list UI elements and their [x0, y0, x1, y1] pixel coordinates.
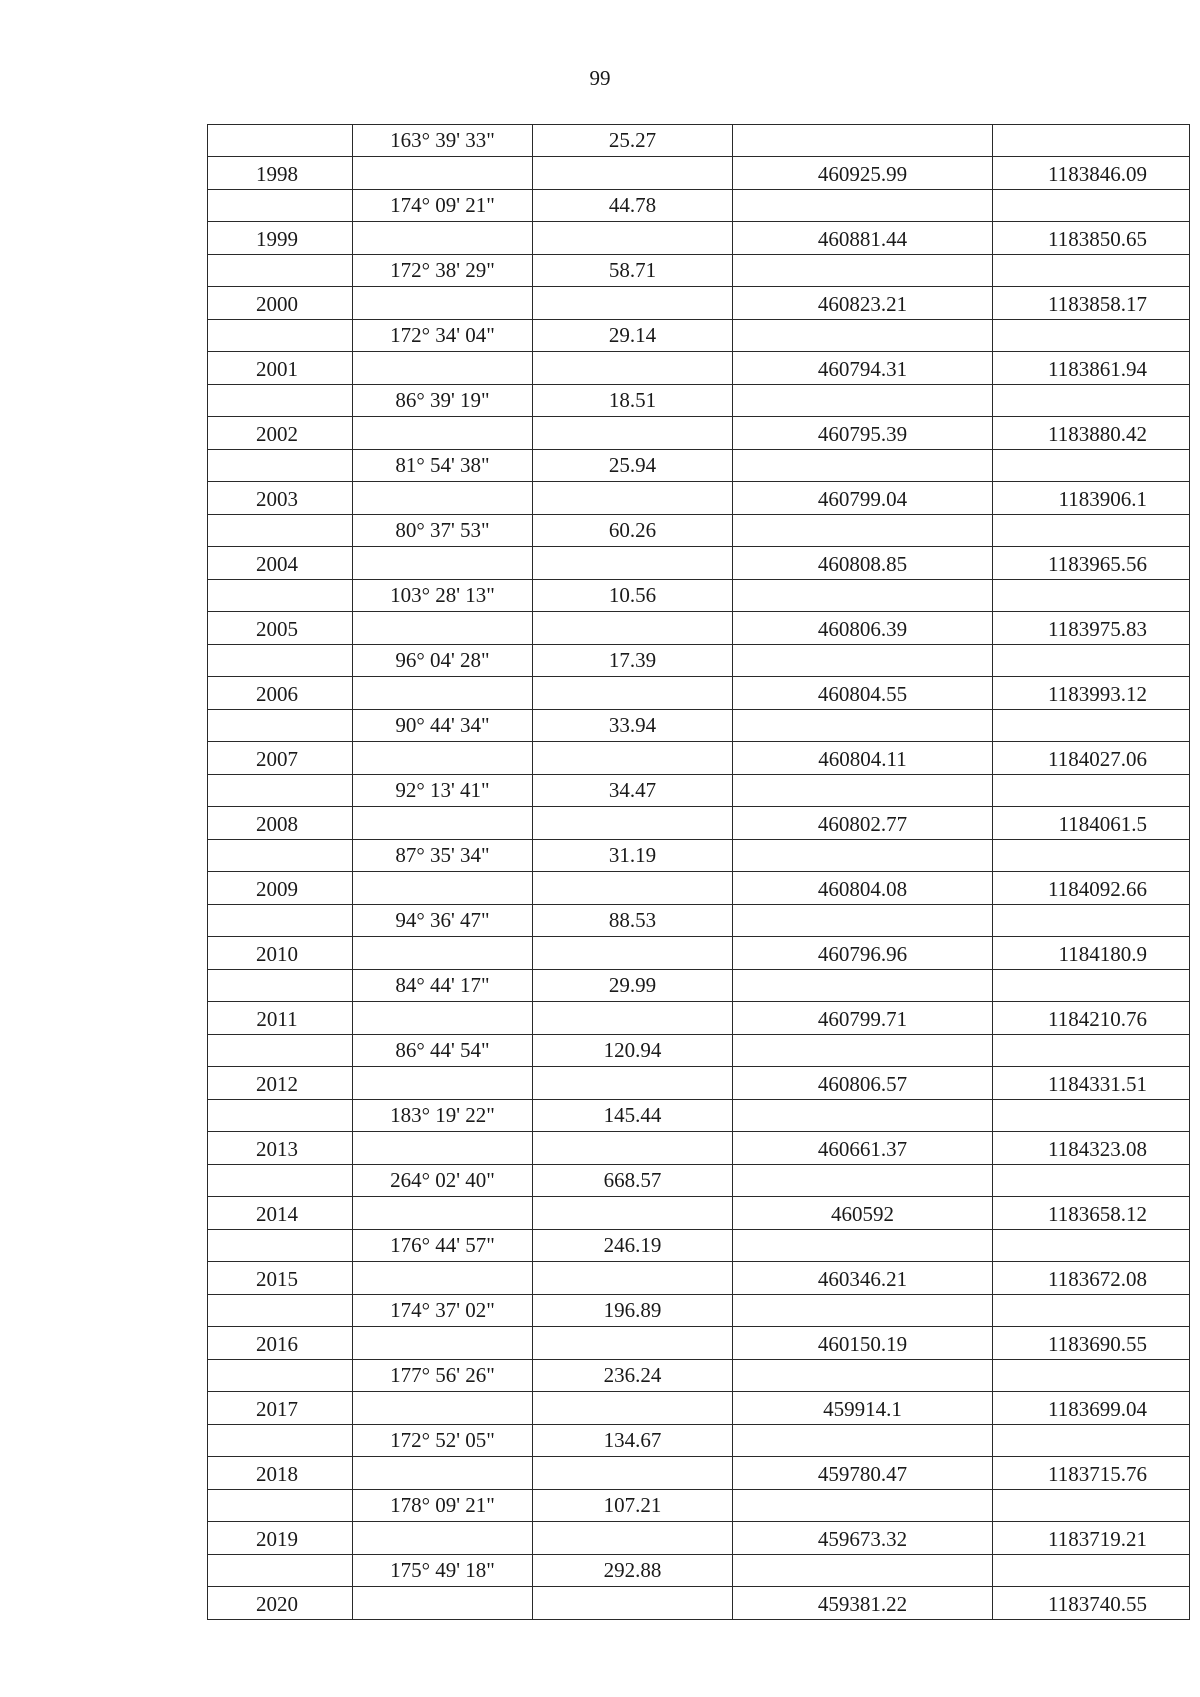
easting-cell: 1183880.42 [993, 417, 1190, 450]
bearing-cell: 177° 56' 26" [353, 1360, 533, 1392]
distance-cell: 58.71 [533, 255, 733, 287]
northing-cell: 459780.47 [733, 1457, 993, 1490]
station-row [208, 677, 1190, 710]
easting-cell [993, 320, 1190, 352]
easting-cell [993, 515, 1190, 547]
station-cell [208, 1490, 353, 1522]
distance-cell: 292.88 [533, 1555, 733, 1587]
station-row [208, 352, 1190, 385]
bearing-cell [353, 482, 533, 515]
distance-cell [533, 1002, 733, 1035]
northing-cell [733, 840, 993, 872]
station-cell [208, 1035, 353, 1067]
traverse-row [208, 1425, 1190, 1457]
traverse-row [208, 775, 1190, 807]
easting-cell: 1183719.21 [993, 1522, 1190, 1555]
bearing-cell: 80° 37' 53" [353, 515, 533, 547]
station-cell: 2003 [208, 482, 353, 515]
easting-cell [993, 970, 1190, 1002]
northing-cell [733, 385, 993, 417]
bearing-cell [353, 1002, 533, 1035]
traverse-row [208, 515, 1190, 547]
bearing-cell: 92° 13' 41" [353, 775, 533, 807]
traverse-row [208, 905, 1190, 937]
easting-cell: 1184061.5 [993, 807, 1190, 840]
northing-cell: 460661.37 [733, 1132, 993, 1165]
bearing-cell: 183° 19' 22" [353, 1100, 533, 1132]
station-cell [208, 1295, 353, 1327]
northing-cell [733, 1295, 993, 1327]
easting-cell: 1183740.55 [993, 1587, 1190, 1620]
station-row [208, 1262, 1190, 1295]
station-cell: 2008 [208, 807, 353, 840]
station-cell [208, 385, 353, 417]
distance-cell: 88.53 [533, 905, 733, 937]
station-row [208, 612, 1190, 645]
northing-cell [733, 125, 993, 157]
station-cell: 2007 [208, 742, 353, 775]
easting-cell [993, 1555, 1190, 1587]
easting-cell [993, 1295, 1190, 1327]
northing-cell: 460592 [733, 1197, 993, 1230]
northing-cell [733, 1035, 993, 1067]
bearing-cell: 86° 44' 54" [353, 1035, 533, 1067]
easting-cell [993, 775, 1190, 807]
easting-cell: 1183965.56 [993, 547, 1190, 580]
northing-cell [733, 515, 993, 547]
northing-cell [733, 1490, 993, 1522]
bearing-cell: 174° 37' 02" [353, 1295, 533, 1327]
northing-cell [733, 320, 993, 352]
station-cell: 1998 [208, 157, 353, 190]
distance-cell [533, 1392, 733, 1425]
northing-cell: 460794.31 [733, 352, 993, 385]
station-cell [208, 970, 353, 1002]
station-row [208, 1067, 1190, 1100]
distance-cell [533, 482, 733, 515]
bearing-cell [353, 1587, 533, 1620]
distance-cell: 134.67 [533, 1425, 733, 1457]
northing-cell [733, 775, 993, 807]
distance-cell: 236.24 [533, 1360, 733, 1392]
traverse-row [208, 1360, 1190, 1392]
northing-cell: 460808.85 [733, 547, 993, 580]
traverse-row [208, 1490, 1190, 1522]
distance-cell [533, 547, 733, 580]
station-row [208, 742, 1190, 775]
station-cell [208, 1100, 353, 1132]
bearing-cell: 87° 35' 34" [353, 840, 533, 872]
easting-cell [993, 1490, 1190, 1522]
northing-cell: 460806.57 [733, 1067, 993, 1100]
northing-cell [733, 1165, 993, 1197]
bearing-cell [353, 1262, 533, 1295]
northing-cell [733, 580, 993, 612]
easting-cell: 1183975.83 [993, 612, 1190, 645]
distance-cell [533, 222, 733, 255]
distance-cell: 34.47 [533, 775, 733, 807]
station-row [208, 1587, 1190, 1620]
station-cell [208, 905, 353, 937]
easting-cell: 1184092.66 [993, 872, 1190, 905]
station-cell: 2001 [208, 352, 353, 385]
station-row [208, 1392, 1190, 1425]
easting-cell: 1183993.12 [993, 677, 1190, 710]
distance-cell: 668.57 [533, 1165, 733, 1197]
northing-cell: 460925.99 [733, 157, 993, 190]
page-number: 99 [589, 66, 611, 90]
northing-cell [733, 1230, 993, 1262]
distance-cell [533, 1197, 733, 1230]
station-row [208, 417, 1190, 450]
distance-cell: 246.19 [533, 1230, 733, 1262]
distance-cell [533, 872, 733, 905]
northing-cell: 460795.39 [733, 417, 993, 450]
station-cell [208, 320, 353, 352]
northing-cell [733, 1100, 993, 1132]
station-cell: 2010 [208, 937, 353, 970]
northing-cell: 459914.1 [733, 1392, 993, 1425]
distance-cell [533, 612, 733, 645]
bearing-cell [353, 547, 533, 580]
easting-cell: 1183846.09 [993, 157, 1190, 190]
northing-cell: 460806.39 [733, 612, 993, 645]
traverse-row [208, 1230, 1190, 1262]
traverse-row [208, 320, 1190, 352]
easting-cell: 1183715.76 [993, 1457, 1190, 1490]
easting-cell [993, 645, 1190, 677]
station-cell: 2015 [208, 1262, 353, 1295]
bearing-cell [353, 1067, 533, 1100]
station-row [208, 547, 1190, 580]
distance-cell: 196.89 [533, 1295, 733, 1327]
easting-cell [993, 1165, 1190, 1197]
traverse-row [208, 450, 1190, 482]
bearing-cell: 103° 28' 13" [353, 580, 533, 612]
distance-cell [533, 1522, 733, 1555]
traverse-row [208, 1165, 1190, 1197]
easting-cell [993, 1035, 1190, 1067]
distance-cell: 10.56 [533, 580, 733, 612]
northing-cell: 460802.77 [733, 807, 993, 840]
traverse-row [208, 970, 1190, 1002]
easting-cell: 1184331.51 [993, 1067, 1190, 1100]
station-row [208, 1457, 1190, 1490]
distance-cell: 29.99 [533, 970, 733, 1002]
station-cell: 2017 [208, 1392, 353, 1425]
station-cell: 2020 [208, 1587, 353, 1620]
northing-cell: 460796.96 [733, 937, 993, 970]
easting-cell [993, 450, 1190, 482]
traverse-row [208, 1295, 1190, 1327]
traverse-row [208, 580, 1190, 612]
station-row [208, 287, 1190, 320]
bearing-cell [353, 352, 533, 385]
station-row [208, 1522, 1190, 1555]
distance-cell [533, 742, 733, 775]
bearing-cell [353, 937, 533, 970]
station-cell [208, 840, 353, 872]
northing-cell [733, 1555, 993, 1587]
bearing-cell [353, 742, 533, 775]
distance-cell: 17.39 [533, 645, 733, 677]
bearing-cell: 175° 49' 18" [353, 1555, 533, 1587]
bearing-cell [353, 1327, 533, 1360]
northing-cell [733, 1360, 993, 1392]
bearing-cell [353, 222, 533, 255]
bearing-cell: 172° 38' 29" [353, 255, 533, 287]
station-cell [208, 125, 353, 157]
easting-cell: 1183690.55 [993, 1327, 1190, 1360]
station-cell [208, 1555, 353, 1587]
distance-cell: 44.78 [533, 190, 733, 222]
bearing-cell: 84° 44' 17" [353, 970, 533, 1002]
traverse-row [208, 645, 1190, 677]
easting-cell: 1184027.06 [993, 742, 1190, 775]
northing-cell [733, 970, 993, 1002]
easting-cell [993, 125, 1190, 157]
distance-cell [533, 1587, 733, 1620]
station-row [208, 1002, 1190, 1035]
station-cell: 2005 [208, 612, 353, 645]
bearing-cell [353, 1457, 533, 1490]
bearing-cell: 172° 52' 05" [353, 1425, 533, 1457]
traverse-row [208, 840, 1190, 872]
distance-cell [533, 937, 733, 970]
coordinate-table-body [208, 125, 1190, 1620]
distance-cell [533, 1327, 733, 1360]
bearing-cell: 90° 44' 34" [353, 710, 533, 742]
station-row [208, 1197, 1190, 1230]
distance-cell [533, 157, 733, 190]
station-row [208, 222, 1190, 255]
easting-cell: 1184210.76 [993, 1002, 1190, 1035]
station-cell: 2016 [208, 1327, 353, 1360]
distance-cell: 25.94 [533, 450, 733, 482]
station-cell: 1999 [208, 222, 353, 255]
easting-cell [993, 255, 1190, 287]
northing-cell: 460799.04 [733, 482, 993, 515]
northing-cell: 460346.21 [733, 1262, 993, 1295]
bearing-cell: 163° 39' 33" [353, 125, 533, 157]
station-cell: 2013 [208, 1132, 353, 1165]
bearing-cell: 178° 09' 21" [353, 1490, 533, 1522]
easting-cell: 1183906.1 [993, 482, 1190, 515]
easting-cell [993, 580, 1190, 612]
traverse-row [208, 710, 1190, 742]
station-cell [208, 1360, 353, 1392]
distance-cell: 145.44 [533, 1100, 733, 1132]
bearing-cell: 81° 54' 38" [353, 450, 533, 482]
bearing-cell [353, 287, 533, 320]
station-row [208, 157, 1190, 190]
distance-cell [533, 1067, 733, 1100]
easting-cell: 1183861.94 [993, 352, 1190, 385]
bearing-cell [353, 612, 533, 645]
station-row [208, 807, 1190, 840]
northing-cell: 460804.08 [733, 872, 993, 905]
station-cell: 2009 [208, 872, 353, 905]
northing-cell [733, 905, 993, 937]
bearing-cell [353, 1132, 533, 1165]
easting-cell: 1183699.04 [993, 1392, 1190, 1425]
easting-cell [993, 1230, 1190, 1262]
station-cell [208, 775, 353, 807]
traverse-row [208, 125, 1190, 157]
bearing-cell: 86° 39' 19" [353, 385, 533, 417]
traverse-row [208, 190, 1190, 222]
bearing-cell: 96° 04' 28" [353, 645, 533, 677]
easting-cell [993, 840, 1190, 872]
station-cell: 2000 [208, 287, 353, 320]
northing-cell: 459673.32 [733, 1522, 993, 1555]
station-cell: 2004 [208, 547, 353, 580]
station-row [208, 482, 1190, 515]
station-cell: 2019 [208, 1522, 353, 1555]
easting-cell: 1183850.65 [993, 222, 1190, 255]
station-row [208, 872, 1190, 905]
easting-cell [993, 190, 1190, 222]
northing-cell [733, 710, 993, 742]
easting-cell [993, 1100, 1190, 1132]
station-cell [208, 255, 353, 287]
northing-cell: 460804.55 [733, 677, 993, 710]
easting-cell [993, 1425, 1190, 1457]
station-cell [208, 1425, 353, 1457]
station-row [208, 937, 1190, 970]
bearing-cell [353, 1522, 533, 1555]
bearing-cell [353, 677, 533, 710]
northing-cell: 459381.22 [733, 1587, 993, 1620]
traverse-row [208, 255, 1190, 287]
distance-cell: 25.27 [533, 125, 733, 157]
station-cell [208, 190, 353, 222]
easting-cell [993, 710, 1190, 742]
northing-cell: 460823.21 [733, 287, 993, 320]
easting-cell: 1183858.17 [993, 287, 1190, 320]
bearing-cell [353, 1392, 533, 1425]
distance-cell [533, 677, 733, 710]
coordinate-table [207, 124, 1190, 1620]
distance-cell [533, 807, 733, 840]
easting-cell: 1184323.08 [993, 1132, 1190, 1165]
easting-cell [993, 1360, 1190, 1392]
distance-cell: 18.51 [533, 385, 733, 417]
distance-cell [533, 287, 733, 320]
station-cell [208, 1165, 353, 1197]
bearing-cell: 174° 09' 21" [353, 190, 533, 222]
easting-cell [993, 905, 1190, 937]
bearing-cell: 176° 44' 57" [353, 1230, 533, 1262]
station-cell: 2018 [208, 1457, 353, 1490]
distance-cell: 60.26 [533, 515, 733, 547]
bearing-cell [353, 807, 533, 840]
station-row [208, 1132, 1190, 1165]
traverse-row [208, 1100, 1190, 1132]
easting-cell: 1183658.12 [993, 1197, 1190, 1230]
northing-cell: 460804.11 [733, 742, 993, 775]
bearing-cell [353, 1197, 533, 1230]
station-cell: 2006 [208, 677, 353, 710]
distance-cell [533, 1132, 733, 1165]
distance-cell [533, 1457, 733, 1490]
distance-cell [533, 1262, 733, 1295]
northing-cell: 460881.44 [733, 222, 993, 255]
distance-cell: 29.14 [533, 320, 733, 352]
traverse-row [208, 1035, 1190, 1067]
distance-cell: 33.94 [533, 710, 733, 742]
station-cell: 2012 [208, 1067, 353, 1100]
northing-cell: 460799.71 [733, 1002, 993, 1035]
station-cell: 2011 [208, 1002, 353, 1035]
station-cell [208, 645, 353, 677]
bearing-cell: 264° 02' 40" [353, 1165, 533, 1197]
station-cell [208, 515, 353, 547]
bearing-cell [353, 872, 533, 905]
station-cell [208, 580, 353, 612]
station-row [208, 1327, 1190, 1360]
northing-cell: 460150.19 [733, 1327, 993, 1360]
bearing-cell: 172° 34' 04" [353, 320, 533, 352]
traverse-row [208, 385, 1190, 417]
distance-cell [533, 417, 733, 450]
bearing-cell [353, 157, 533, 190]
distance-cell: 120.94 [533, 1035, 733, 1067]
northing-cell [733, 645, 993, 677]
northing-cell [733, 450, 993, 482]
easting-cell [993, 385, 1190, 417]
northing-cell [733, 190, 993, 222]
station-cell [208, 710, 353, 742]
bearing-cell: 94° 36' 47" [353, 905, 533, 937]
traverse-row [208, 1555, 1190, 1587]
northing-cell [733, 1425, 993, 1457]
northing-cell [733, 255, 993, 287]
station-cell: 2002 [208, 417, 353, 450]
station-cell: 2014 [208, 1197, 353, 1230]
bearing-cell [353, 417, 533, 450]
distance-cell: 107.21 [533, 1490, 733, 1522]
distance-cell [533, 352, 733, 385]
easting-cell: 1183672.08 [993, 1262, 1190, 1295]
station-cell [208, 450, 353, 482]
easting-cell: 1184180.9 [993, 937, 1190, 970]
distance-cell: 31.19 [533, 840, 733, 872]
station-cell [208, 1230, 353, 1262]
